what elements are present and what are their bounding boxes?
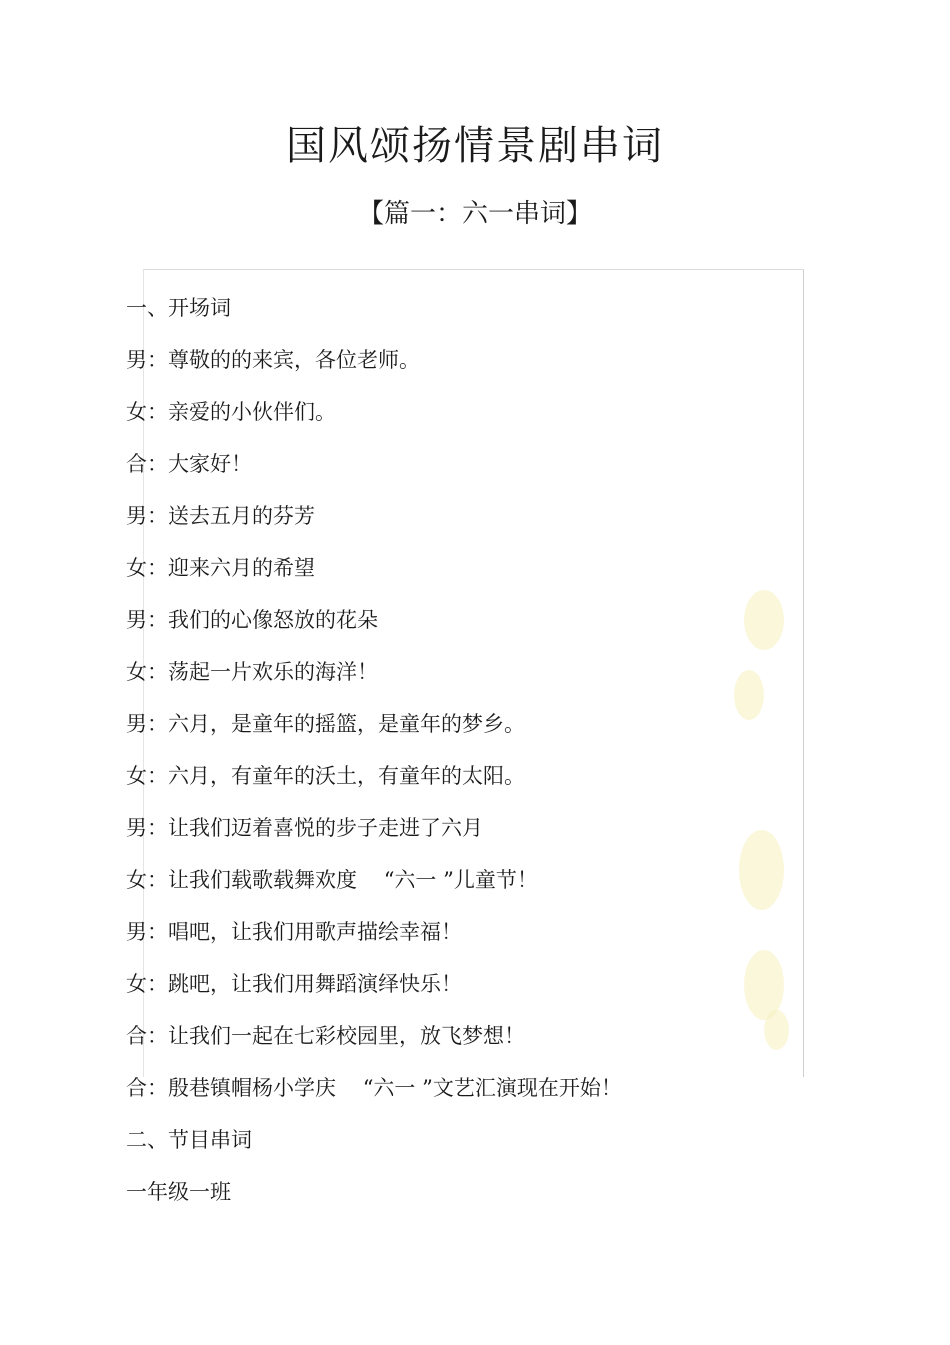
script-line: 女：跳吧，让我们用舞蹈演绎快乐！ [126, 972, 462, 996]
script-line: 一年级一班 [126, 1180, 231, 1204]
script-lines [126, 290, 622, 1226]
watermark-blot [744, 590, 784, 650]
script-line: 合：大家好！ [126, 452, 252, 476]
script-line: 男：唱吧，让我们用歌声描绘幸福！ [126, 920, 462, 944]
watermark-blot [739, 830, 784, 910]
section-heading: 一、开场词 [126, 296, 231, 320]
script-line: 男：我们的心像怒放的花朵 [126, 608, 378, 632]
script-line: 合：殷巷镇帽杨小学庆 “六一 ”文艺汇演现在开始！ [126, 1076, 622, 1100]
document-subtitle: 【篇一：六一串词】 [357, 199, 592, 229]
watermark-blot [734, 670, 764, 720]
script-line: 男：让我们迈着喜悦的步子走进了六月 [126, 816, 483, 840]
script-line: 合：让我们一起在七彩校园里，放飞梦想！ [126, 1024, 525, 1048]
script-line: 男：送去五月的芬芳 [126, 504, 315, 528]
script-line: 女：亲爱的小伙伴们。 [126, 400, 336, 424]
script-line: 男：尊敬的的来宾，各位老师。 [126, 348, 420, 372]
watermark-blot [764, 1010, 789, 1050]
section-heading: 二、节目串词 [126, 1128, 252, 1152]
document-title: 国风颂扬情景剧串词 [286, 123, 664, 169]
script-line: 女：六月，有童年的沃土，有童年的太阳。 [126, 764, 525, 788]
script-line: 女：迎来六月的希望 [126, 556, 315, 580]
script-line: 男：六月，是童年的摇篮，是童年的梦乡。 [126, 712, 525, 736]
script-line: 女：让我们载歌载舞欢度 “六一 ”儿童节！ [126, 868, 538, 892]
script-line: 女：荡起一片欢乐的海洋！ [126, 660, 378, 684]
